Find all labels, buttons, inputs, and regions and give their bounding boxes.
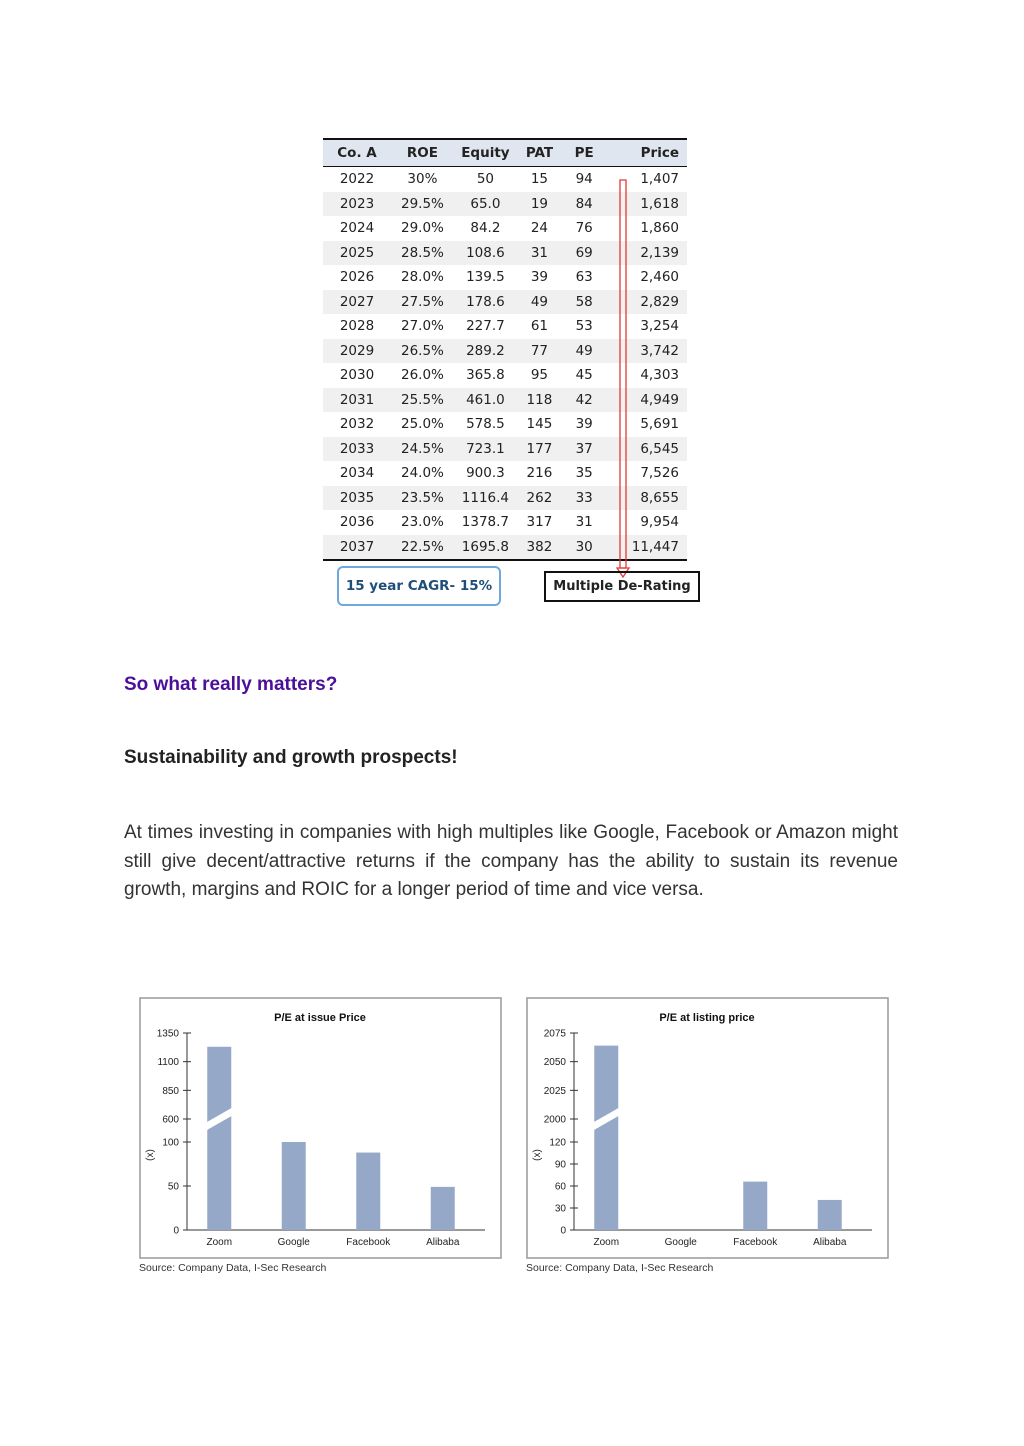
table-cell: 61 [530,318,549,335]
table-cell: 6,545 [606,437,687,462]
x-tick-label: Google [277,1237,310,1248]
y-tick-label: 600 [162,1114,179,1126]
table-cell: 2031 [323,388,391,413]
table-cell: 1378.7 [461,514,510,531]
table-cell: 1,860 [640,220,679,237]
y-tick-label: 100 [162,1137,179,1149]
table-cell: 2035 [323,486,391,511]
table-cell: 24.0% [400,465,444,482]
table-cell: 3,742 [606,339,687,364]
chart-title: P/E at listing price [659,1012,755,1024]
table-cell: 2027 [323,290,391,315]
table-cell: 49 [562,339,607,364]
table-cell: 39 [530,269,549,286]
table-cell: 27.0% [400,318,444,335]
table-cell: 900.3 [466,465,505,482]
table-cell: 25.5% [391,388,454,413]
column-header: PAT [517,139,562,167]
table-cell: 2024 [339,220,375,237]
table-cell: 7,526 [640,465,679,482]
table-cell: 578.5 [466,416,505,433]
table-cell: 29.5% [391,192,454,217]
derating-arrow-icon [613,168,633,578]
y-tick-label: 2025 [543,1085,566,1097]
pe-listing-price-chart [526,997,889,1274]
table-cell: 4,303 [640,367,679,384]
derating-callout: Multiple De-Rating [544,571,700,602]
table-cell: 19 [517,192,562,217]
table-cell: 23.5% [391,486,454,511]
table-cell: 2022 [339,171,375,188]
table-cell: 118 [517,388,562,413]
bar [207,1047,231,1230]
bar [818,1200,842,1230]
table-cell: 25.0% [400,416,444,433]
column-header: ROE [391,139,454,167]
table-cell: 49 [517,290,562,315]
y-tick-label: 2050 [543,1057,566,1069]
table-header-row [323,139,687,167]
table-cell: 317 [526,514,553,531]
y-tick-label: 2000 [543,1114,566,1126]
table-cell: 39 [575,416,593,433]
table-cell: 24 [530,220,549,237]
table-cell: 723.1 [454,437,517,462]
y-tick-label: 120 [549,1137,566,1149]
table-cell: 53 [575,318,593,335]
table-cell: 1695.8 [454,535,517,561]
y-tick-label: 1350 [156,1028,179,1040]
table-cell: 2034 [339,465,375,482]
y-tick-label: 60 [554,1181,566,1193]
table-cell: 2,460 [640,269,679,286]
pe-issue-price-chart [139,997,502,1274]
y-tick-label: 50 [167,1181,179,1193]
column-header: Price [606,139,687,167]
table-cell: 95 [530,367,549,384]
table-cell: 23.0% [400,514,444,531]
body-paragraph: At times investing in companies with high multiples like Google, Facebook or Amazon might still give decent/attractive returns if the company has the ability to sustain its revenue growth, margins and ROIC for a longer period of time and vice versa. [124,822,898,900]
column-header: Co. A [323,139,391,167]
table-cell: 63 [575,269,593,286]
column-header: PE [562,139,607,167]
valuation-table-figure [323,138,703,608]
y-tick-label: 90 [554,1159,566,1171]
table-cell: 26.0% [400,367,444,384]
table-cell: 30 [562,535,607,561]
table-cell: 31 [575,514,593,531]
table-cell: 1116.4 [454,486,517,511]
table-cell: 9,954 [640,514,679,531]
table-cell: 262 [517,486,562,511]
table-cell: 37 [562,437,607,462]
sub-heading: Sustainability and growth prospects! [124,747,458,768]
table-cell: 227.7 [466,318,505,335]
bar [594,1046,618,1230]
section-heading: So what really matters? [124,674,338,695]
table-cell: 28.5% [391,241,454,266]
table-cell: 2023 [323,192,391,217]
table-cell: 3,254 [640,318,679,335]
table-cell: 2029 [323,339,391,364]
table-cell: 84.2 [470,220,501,237]
table-cell: 2036 [339,514,375,531]
table-cell: 2037 [323,535,391,561]
x-tick-label: Google [664,1237,697,1248]
bar [356,1153,380,1230]
table-cell: 4,949 [606,388,687,413]
x-tick-label: Facebook [346,1237,391,1248]
x-tick-label: Zoom [593,1237,620,1248]
table-cell: 5,691 [640,416,679,433]
table-cell: 50 [476,171,494,188]
x-tick-label: Alibaba [813,1237,847,1248]
y-tick-label: 1100 [157,1057,179,1069]
table-cell: 2,829 [606,290,687,315]
table-cell: 2025 [323,241,391,266]
table-cell: 2,139 [606,241,687,266]
table-cell: 1,618 [606,192,687,217]
table-cell: 65.0 [454,192,517,217]
y-tick-label: 0 [173,1225,179,1237]
table-cell: 2026 [339,269,375,286]
table-cell: 461.0 [454,388,517,413]
table-cell: 26.5% [391,339,454,364]
bar [282,1142,306,1230]
y-tick-label: 2075 [543,1028,566,1040]
chart-svg [139,997,502,1259]
table-cell: 45 [575,367,593,384]
table-cell: 33 [562,486,607,511]
table-cell: 216 [526,465,553,482]
table-cell: 382 [517,535,562,561]
table-cell: 84 [562,192,607,217]
table-cell: 2028 [339,318,375,335]
chart-svg [526,997,889,1259]
table-cell: 15 [530,171,549,188]
y-axis-label: (x) [145,1149,156,1161]
table-cell: 22.5% [391,535,454,561]
y-tick-label: 0 [560,1225,566,1237]
table-cell: 27.5% [391,290,454,315]
chart-source: Source: Company Data, I-Sec Research [526,1262,714,1274]
table-cell: 28.0% [400,269,444,286]
table-cell: 139.5 [466,269,505,286]
y-tick-label: 30 [554,1203,566,1215]
table-cell: 76 [575,220,593,237]
table-cell: 2033 [323,437,391,462]
table-cell: 365.8 [466,367,505,384]
y-tick-label: 850 [162,1085,179,1097]
table-cell: 178.6 [454,290,517,315]
table-cell: 108.6 [454,241,517,266]
table-cell: 24.5% [391,437,454,462]
table-cell: 30% [407,171,438,188]
table-cell: 69 [562,241,607,266]
table-cell: 145 [526,416,553,433]
column-header: Equity [454,139,517,167]
table-cell: 11,447 [606,535,687,561]
table-cell: 1,407 [640,171,679,188]
table-cell: 289.2 [454,339,517,364]
table-cell: 58 [562,290,607,315]
x-tick-label: Alibaba [426,1237,460,1248]
x-tick-label: Zoom [206,1237,233,1248]
chart-source: Source: Company Data, I-Sec Research [139,1262,327,1274]
chart-title: P/E at issue Price [274,1012,366,1024]
table-cell: 77 [517,339,562,364]
table-cell: 2032 [339,416,375,433]
table-cell: 2030 [339,367,375,384]
cagr-callout: 15 year CAGR- 15% [337,566,501,606]
bar [743,1182,767,1230]
table-cell: 29.0% [400,220,444,237]
table-cell: 94 [575,171,593,188]
x-tick-label: Facebook [733,1237,778,1248]
table-cell: 42 [562,388,607,413]
table-cell: 8,655 [606,486,687,511]
table-cell: 35 [575,465,593,482]
bar [431,1187,455,1230]
y-axis-label: (x) [532,1149,543,1161]
table-cell: 31 [517,241,562,266]
table-cell: 177 [517,437,562,462]
